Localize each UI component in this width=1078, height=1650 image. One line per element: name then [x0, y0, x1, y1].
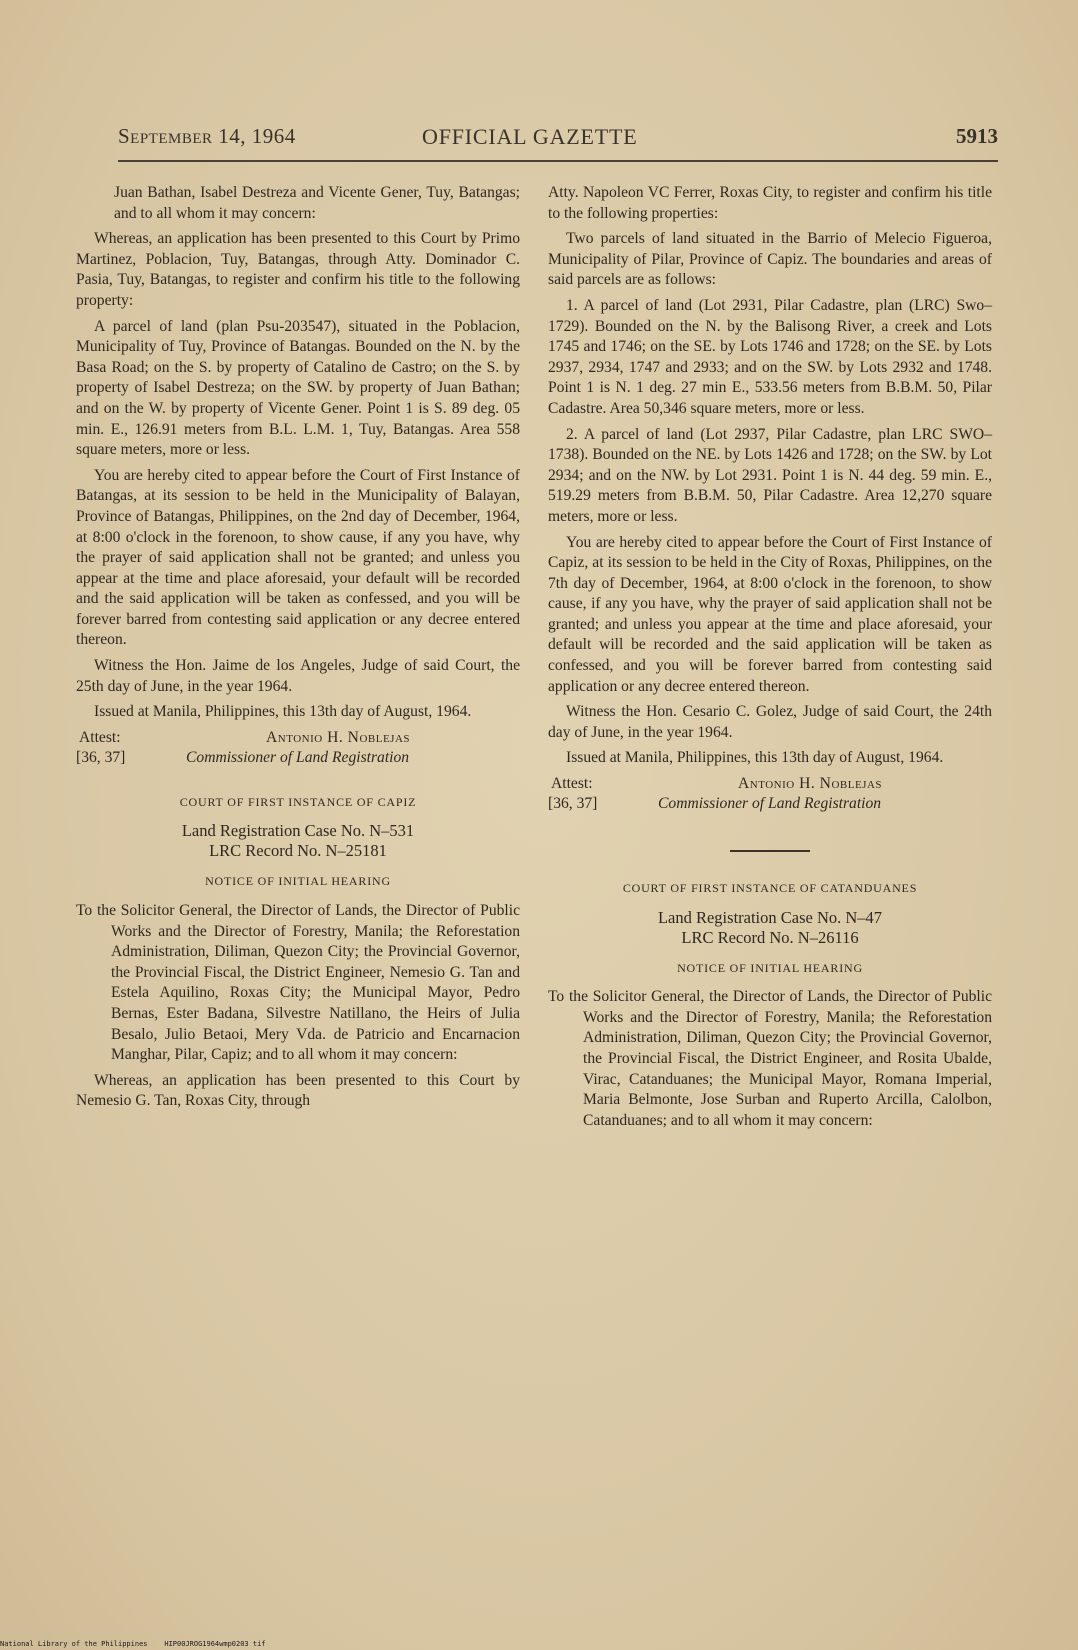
paragraph: Issued at Manila, Philippines, this 13th day of August, 1964. — [94, 703, 472, 721]
header-title: OFFICIAL GAZETTE — [422, 124, 638, 149]
page-header — [118, 124, 998, 158]
header-date: September 14, 1964 — [118, 124, 296, 148]
page-number: 5913 — [956, 124, 998, 148]
case-number: Land Registration Case No. N–47 — [657, 907, 883, 927]
right-column — [548, 183, 992, 1136]
notice-heading: NOTICE OF INITIAL HEARING — [677, 960, 863, 975]
court-heading: COURT OF FIRST INSTANCE OF CATANDUANES — [622, 881, 918, 896]
attest-name: Antonio H. Noblejas — [266, 728, 410, 746]
header-rule — [118, 160, 998, 162]
record-number: LRC Record No. N–25181 — [209, 841, 387, 861]
record-number: LRC Record No. N–26116 — [681, 927, 859, 947]
paragraph: A parcel of land (plan Psu-203547), situated in the Poblacion, Municipality of Tuy, Province of Batangas. Bounded on the N. by the Basa Road; on the S. by property of Catalino de Castro; on the S. by property of Isabel Destreza; on the SW. by property of Juan Bathan; and on the W. by property of Vicente Gener. Point 1 is S. 89 deg. 05 min. E., 126.91 meters from B.L. L.M. 1, Tuy, Batangas. Area 558 square meters, more or less. — [76, 317, 520, 459]
paragraph: Atty. Napoleon VC Ferrer, Roxas City, to register and confirm his title to the following properties: — [548, 184, 992, 222]
paragraph: Witness the Hon. Cesario C. Golez, Judge of said Court, the 24th day of June, in the year 1964. — [548, 703, 992, 741]
issue-ref: [36, 37] — [76, 748, 126, 766]
case-number: Land Registration Case No. N–531 — [181, 821, 415, 841]
scan-footer: National Library of the Philippines HIP00JROG1964wmp0203 tif — [0, 1640, 266, 1648]
paragraph: 1. A parcel of land (Lot 2931, Pilar Cadastre, plan (LRC) Swo–1729). Bounded on the N. by the Balisong River, a creek and Lots 1745 and 1746; on the SE. by Lots 1746 and 1728; on the SE. by Lots 2937, 2934, 1747 and 2933; and on the SW. by Lots 2932 and 1748. Point 1 is N. 1 deg. 27 min E., 533.56 meters from B.B.M. 50, Pilar Cadastre. Area 50,346 square meters, more or less. — [548, 296, 992, 417]
notice-heading: NOTICE OF INITIAL HEARING — [205, 874, 391, 889]
paragraph: Whereas, an application has been presented to this Court by Nemesio G. Tan, Roxas City, through — [76, 1071, 520, 1110]
attest-title: Commissioner of Land Registration — [186, 748, 410, 766]
attest-name: Antonio H. Noblejas — [738, 775, 882, 793]
addressees: To the Solicitor General, the Director of Lands, the Director of Public Works and the Director of Forestry, Manila; the Reforestation Administration, Diliman, Quezon City; the Provincial Governor, the Provincial Fiscal, the District Engineer, and Rosita Ubalde, Virac, Catanduanes; the Municipal Mayor, Romana Imperial, Maria Belmonte, Jose Surban and Ruperto Arcilla, Calolbon, Catanduanes; and to all whom it may concern: — [548, 988, 992, 1129]
issue-ref: [36, 37] — [548, 795, 598, 813]
addressees: To the Solicitor General, the Director of Lands, the Director of Public Works and the Director of Forestry, Manila; the Reforestation Administration, Diliman, Quezon City; the Provincial Governor, the Provincial Fiscal, the District Engineer, Nemesio G. Tan and Estela Aquilino, Roxas City; the Municipal Mayor, Pedro Bernas, Ester Badana, Silvestre Natillano, the Heirs of Julia Besalo, Julio Betaoi, Mery Vda. de Patricio and Encarnacion Manghar, Pilar, Capiz; and to all whom it may concern: — [76, 902, 520, 1064]
attest-label: Attest: — [551, 775, 593, 793]
court-heading: COURT OF FIRST INSTANCE OF CAPIZ — [179, 794, 417, 809]
paragraph: 2. A parcel of land (Lot 2937, Pilar Cadastre, plan LRC SWO–1738). Bounded on the NE. by Lots 1426 and 1728; on the SW. by Lot 2934; and on the NW. by Lot 2931. Point 1 is N. 44 deg. 59 min. E., 519.29 meters from B.B.M. 50, Pilar Cadastre. Area 12,270 square meters, more or less. — [548, 425, 992, 525]
paragraph: You are hereby cited to appear before the Court of First Instance of Batangas, at its session to be held in the Municipality of Balayan, Province of Batangas, Philippines, on the 2nd day of December, 1964, at 8:00 o'clock in the forenoon, to show cause, if any you have, why the prayer of said application shall not be granted; and unless you appear at the time and place aforesaid, your default will be recorded and the said application will be taken as confessed, and you will be forever barred from contesting said application or any decree entered thereon. — [76, 466, 520, 649]
attestation — [76, 728, 520, 770]
attest-label: Attest: — [79, 728, 121, 746]
paragraph: You are hereby cited to appear before the Court of First Instance of Capiz, at its session to be held in the City of Roxas, Philippines, on the 7th day of December, 1964, at 8:00 o'clock in the forenoon, to show cause, if any you have, why the prayer of said application shall not be granted; and unless you appear at the time and place aforesaid, your default will be recorded and the said application will be taken as confessed, and you will be forever barred from contesting said application or any decree entered thereon. — [548, 533, 992, 695]
section-divider — [730, 850, 810, 852]
attestation — [548, 774, 992, 816]
addressee-continuation: Juan Bathan, Isabel Destreza and Vicente Gener, Tuy, Batangas; and to all whom it may concern: — [114, 184, 520, 222]
attest-title: Commissioner of Land Registration — [658, 795, 882, 813]
paragraph: Two parcels of land situated in the Barrio of Melecio Figueroa, Municipality of Pilar, Province of Capiz. The boundaries and areas of said parcels are as follows: — [548, 230, 992, 289]
left-column — [76, 183, 520, 1117]
paragraph: Witness the Hon. Jaime de los Angeles, Judge of said Court, the 25th day of June, in the year 1964. — [76, 657, 520, 695]
paragraph: Whereas, an application has been presented to this Court by Primo Martinez, Poblacion, Tuy, Batangas, through Atty. Dominador C. Pasia, Tuy, Batangas, to register and confirm his title to the following property: — [76, 230, 520, 309]
paragraph: Issued at Manila, Philippines, this 13th day of August, 1964. — [566, 749, 944, 767]
